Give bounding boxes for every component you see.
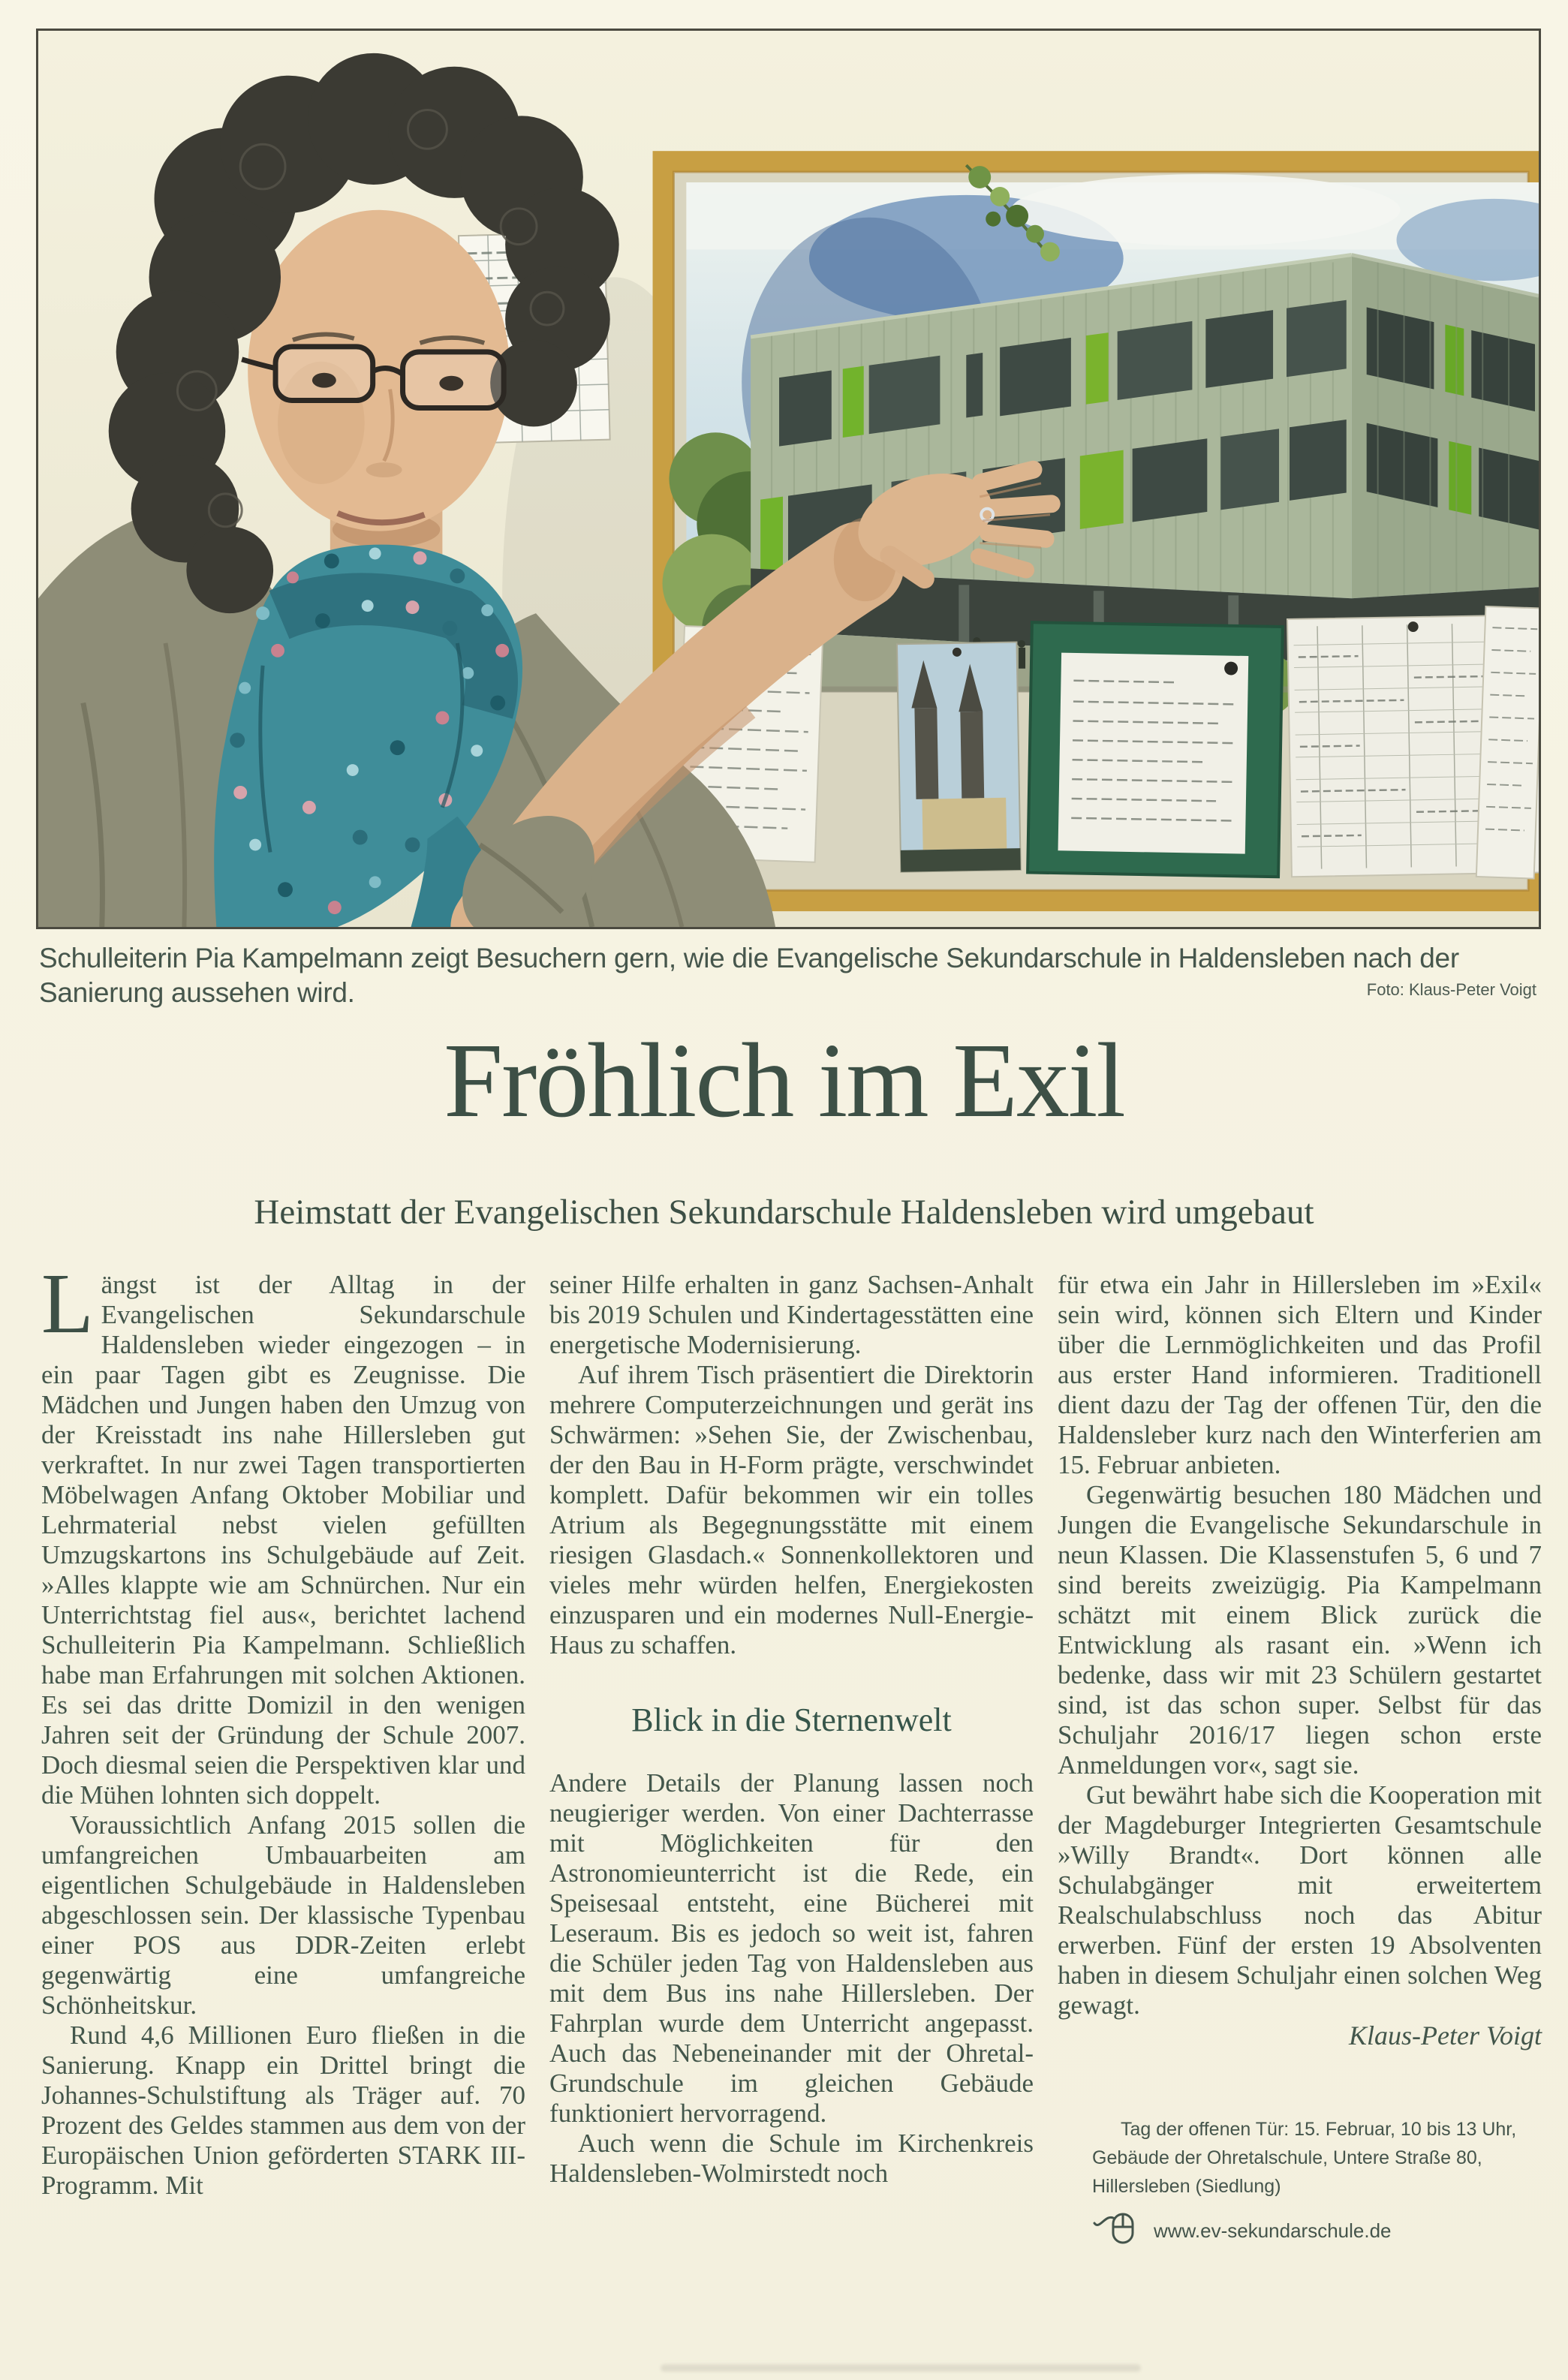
author-byline: Klaus-Peter Voigt: [1349, 2020, 1542, 2051]
computer-mouse-icon: [1092, 2207, 1139, 2255]
drop-cap: L: [41, 1256, 94, 1351]
paragraph: Gegenwärtig besuchen 180 Mädchen und Jungen die Evangelische Sekundarschule in neun Klassen. Die Klassenstufen 5, 6 und 7 sind bereits zweizügig. Pia Kampelmann schätzt mit einem Blick zurück die Entwicklung als rasant ein. »Wenn ich bedenke, dass wir mit 23 Schülern gestartet sind, ist das schon super. Selbst für das Schuljahr 2016/17 liegen schon erste Anmeldungen vor«, sagt sie.: [1058, 1480, 1542, 1780]
paragraph: [41, 1256, 525, 1810]
paragraph: Rund 4,6 Millionen Euro fließen in die Sanierung. Knapp ein Drittel bringt die Johannes-Schulstiftung als Träger auf. 70 Prozent des Geldes stammen aus dem von der Europäischen Union geförderten STARK III-Programm. Mit: [41, 2020, 525, 2200]
infobox-text: Tag der offenen Tür: 15. Februar, 10 bis 13 Uhr, Gebäude der Ohretalschule, Untere Straße 80, Hillersleben (Siedlung): [1092, 2119, 1517, 2197]
paragraph: Andere Details der Planung lassen noch neugieriger werden. Von einer Dachterrasse mit Möglichkeiten für den Astronomieunterricht ist die Rede, ein Speisesaal entsteht, eine Bücherei mit Leseraum. Bis es jedoch so weit ist, fahren die Schüler jeden Tag von Haldensleben aus mit dem Bus ins nahe Hillersleben. Der Fahrplan wurde dem Unterricht angepasst. Auch das Nebeneinander mit der Ohretal-Grundschule im gleichen Gebäude funktioniert hervorragend.: [549, 1768, 1034, 2129]
headline: Fröhlich im Exil: [444, 1021, 1124, 1139]
article-photo: [36, 29, 1541, 929]
paragraph: Gut bewährt habe sich die Kooperation mit der Magdeburger Integrierten Gesamtschule »Willy Brandt«. Dort können alle Schulabgänger mit erweitertem Realschulabschluss noch das Abitur erwerben. Fünf der ersten 19 Absolventen haben in diesem Schuljahr einen solchen Weg gewagt.: [1058, 1780, 1542, 2020]
eye-left: [312, 373, 336, 388]
photo-credit: Foto: Klaus-Peter Voigt: [1366, 980, 1536, 999]
paragraph: Auf ihrem Tisch präsentiert die Direktorin mehrere Computerzeichnungen und gerät ins Schwärmen: »Sehen Sie, der Zwischenbau, der den Bau in H-Form prägte, verschwindet komplett. Dafür bekommen wir ein tolles Atrium als Begegnungsstätte mit einem riesigen Glasdach.« Sonnenkollektoren und vieles mehr würden helfen, Energiekosten einzusparen und ein modernes Null-Energie-Haus zu schaffen.: [549, 1360, 1034, 1659]
photo-caption: Schulleiterin Pia Kampelmann zeigt Besuchern gern, wie die Evangelische Sekundarschule in Haldensleben nach der Sanierung aussehen wird.: [39, 943, 1459, 1008]
eye-right: [439, 376, 463, 391]
green-notice-board: [1028, 622, 1283, 877]
scan-artifact: [661, 2364, 1141, 2372]
subheadline: Heimstatt der Evangelischen Sekundarschule Haldensleben wird umgebaut: [254, 1193, 1314, 1232]
column-2: [549, 1270, 1034, 2255]
pinboard: [663, 161, 1539, 901]
paragraph: Voraussichtlich Anfang 2015 sollen die umfangreichen Umbauarbeiten am eigentlichen Schulgebäude in Haldensleben abgeschlossen sein. Der klassische Typenbau einer POS aus DDR-Zeiten erlebt gegenwärtig eine umfangreiche Schönheitskur.: [41, 1810, 525, 2020]
article-body: [41, 1256, 1542, 2255]
photo-illustration: [38, 31, 1539, 927]
infobox: [1058, 2115, 1542, 2255]
pinned-sheet-right: [1476, 606, 1539, 879]
column-1: [41, 1256, 525, 2255]
infobox-url: www.ev-sekundarschule.de: [1154, 2219, 1392, 2242]
paragraph: für etwa ein Jahr in Hillersleben im »Exil« sein wird, können sich Eltern und Kinder über die Lernmöglichkeiten und das Profil aus erster Hand informieren. Traditionell dient dazu der Tag der offenen Tür, den die Haldensleber kurz nach den Winterferien am 15. Februar anbieten.: [1058, 1270, 1542, 1479]
paragraph: Auch wenn die Schule im Kirchenkreis Haldensleben-Wolmirstedt noch: [549, 2129, 1034, 2189]
paragraph-text: ängst ist der Alltag in der Evangelischen Sekundarschule Haldensleben wieder eingezogen – in ein paar Tagen gibt es Zeugnisse. Die Mädchen und Jungen haben den Umzug von der Kreisstadt ins nahe Hillersleben gut verkraftet. In nur zwei Tagen transportierten Möbelwagen Anfang Oktober Mobiliar und Lehrmaterial nebst vielen gefüllten Umzugskartons ins Schulgebäude auf Zeit. »Alles klappte wie am Schnürchen. Nur ein Unterrichtstag fiel aus«, berichtet lachend Schulleiterin Pia Kampelmann. Schließlich habe man Erfahrungen mit solchen Aktionen. Es sei das dritte Domizil in den wenigen Jahren seit der Gründung der Schule 2007. Doch diesmal seien die Perspektiven klar und die Mühen lohnten sich doppelt.: [41, 1270, 525, 1810]
paragraph: seiner Hilfe erhalten in ganz Sachsen-Anhalt bis 2019 Schulen und Kindertagesstätten eine energetische Modernisierung.: [549, 1270, 1034, 1359]
section-subhead: Blick in die Sternenwelt: [631, 1702, 952, 1738]
column-3: [1058, 1270, 1542, 2255]
church-photo: [897, 642, 1021, 872]
infobox-url-row: [1092, 2207, 1542, 2255]
